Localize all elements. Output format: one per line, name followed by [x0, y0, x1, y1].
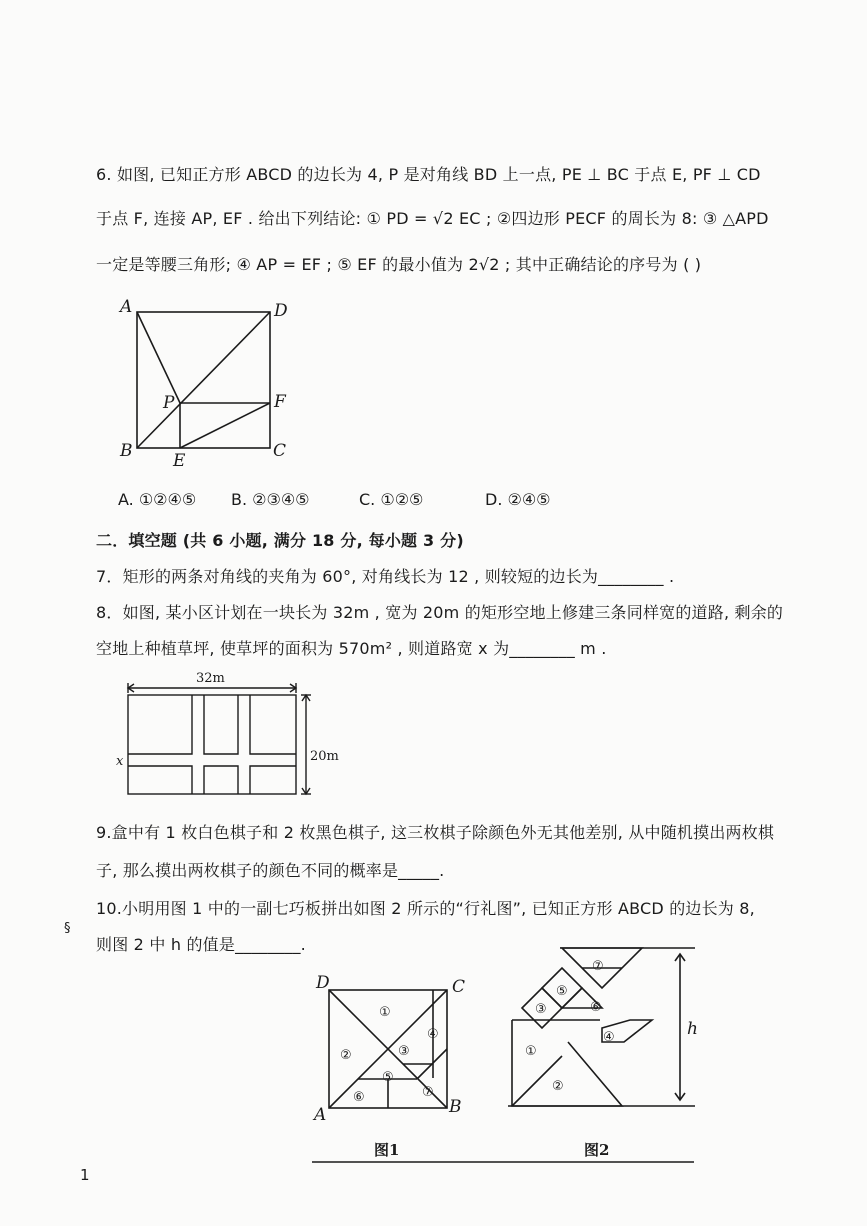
margin-mark: § — [64, 921, 71, 936]
point-e-label: E — [173, 451, 186, 471]
width-32m-label: 32m — [196, 671, 225, 686]
road-rectangle-figure — [108, 668, 348, 803]
fig1-vertex-a: A — [314, 1105, 327, 1125]
q6-line-3: 一定是等腰三角形; ④ AP = EF ; ⑤ EF 的最小值为 2√2 ; 其中正确结论的序号为 ( ) — [96, 255, 702, 274]
q10-line-1: 10.小明用图 1 中的一副七巧板拼出如图 2 所示的“行礼图”, 已知正方形 ABCD 的边长为 8, — [96, 899, 755, 918]
fig1-piece-2: ② — [340, 1048, 352, 1063]
q6-option-d: D. ②④⑤ — [485, 490, 551, 509]
fig2-piece-5: ⑤ — [556, 984, 568, 999]
q8-line-2: 空地上种植草坪, 使草坪的面积为 570m² , 则道路宽 x 为________ m . — [96, 639, 607, 658]
fig1-vertex-c: C — [452, 977, 466, 997]
fig1-vertex-b: B — [449, 1097, 462, 1117]
q6-line-1: 6. 如图, 已知正方形 ABCD 的边长为 4, P 是对角线 BD 上一点, PE ⊥ BC 于点 E, PF ⊥ CD — [96, 165, 761, 184]
q10-line-2: 则图 2 中 h 的值是________. — [96, 935, 306, 954]
point-p-label: P — [163, 393, 175, 413]
fig2-piece-4: ④ — [603, 1030, 615, 1045]
q8-line-1: 8．如图, 某小区计划在一块长为 32m , 宽为 20m 的矩形空地上修建三条同样宽的道路, 剩余的 — [96, 603, 784, 622]
q6-option-c: C. ①②⑤ — [359, 490, 424, 509]
height-20m-label: 20m — [310, 749, 339, 764]
fig1-piece-4: ④ — [427, 1027, 439, 1042]
fig1-vertex-d: D — [316, 973, 330, 993]
vertex-b-label: B — [120, 441, 133, 461]
vertex-d-label: D — [274, 301, 288, 321]
vertex-c-label: C — [273, 441, 287, 461]
road-width-x-label: x — [116, 754, 124, 769]
fig2-piece-7: ⑦ — [592, 959, 604, 974]
fig1-piece-1: ① — [379, 1005, 391, 1020]
square-abcd-figure — [110, 292, 300, 472]
fig2-caption: 图2 — [584, 1141, 610, 1159]
fig2-piece-1: ① — [525, 1044, 537, 1059]
section-2-heading: 二．填空题 (共 6 小题, 满分 18 分, 每小题 3 分) — [96, 531, 464, 550]
q7-text: 7．矩形的两条对角线的夹角为 60°, 对角线长为 12 , 则较短的边长为________ . — [96, 567, 675, 586]
tangram-figures — [300, 938, 720, 1178]
q6-option-b: B. ②③④⑤ — [231, 490, 310, 509]
fig1-piece-3: ③ — [398, 1044, 410, 1059]
q6-option-a: A. ①②④⑤ — [118, 490, 197, 509]
fig2-piece-6: ⑥ — [590, 1000, 602, 1015]
vertex-a-label: A — [120, 297, 133, 317]
q9-line-1: 9.盒中有 1 枚白色棋子和 2 枚黑色棋子, 这三枚棋子除颜色外无其他差别, 从中随机摸出两枚棋 — [96, 823, 775, 842]
fig2-piece-3: ③ — [535, 1002, 547, 1017]
fig1-piece-5: ⑤ — [382, 1070, 394, 1085]
fig2-piece-2: ② — [552, 1079, 564, 1094]
q6-line-2: 于点 F, 连接 AP, EF . 给出下列结论: ① PD = √2 EC ; ②四边形 PECF 的周长为 8: ③ △APD — [96, 209, 769, 228]
fig1-piece-7: ⑦ — [422, 1085, 434, 1100]
fig1-caption: 图1 — [374, 1141, 400, 1159]
fig2-height-h: h — [687, 1019, 698, 1039]
point-f-label: F — [274, 392, 286, 412]
fig1-piece-6: ⑥ — [353, 1090, 365, 1105]
q9-line-2: 子, 那么摸出两枚棋子的颜色不同的概率是_____. — [96, 861, 445, 880]
page-number: 1 — [80, 1166, 90, 1184]
